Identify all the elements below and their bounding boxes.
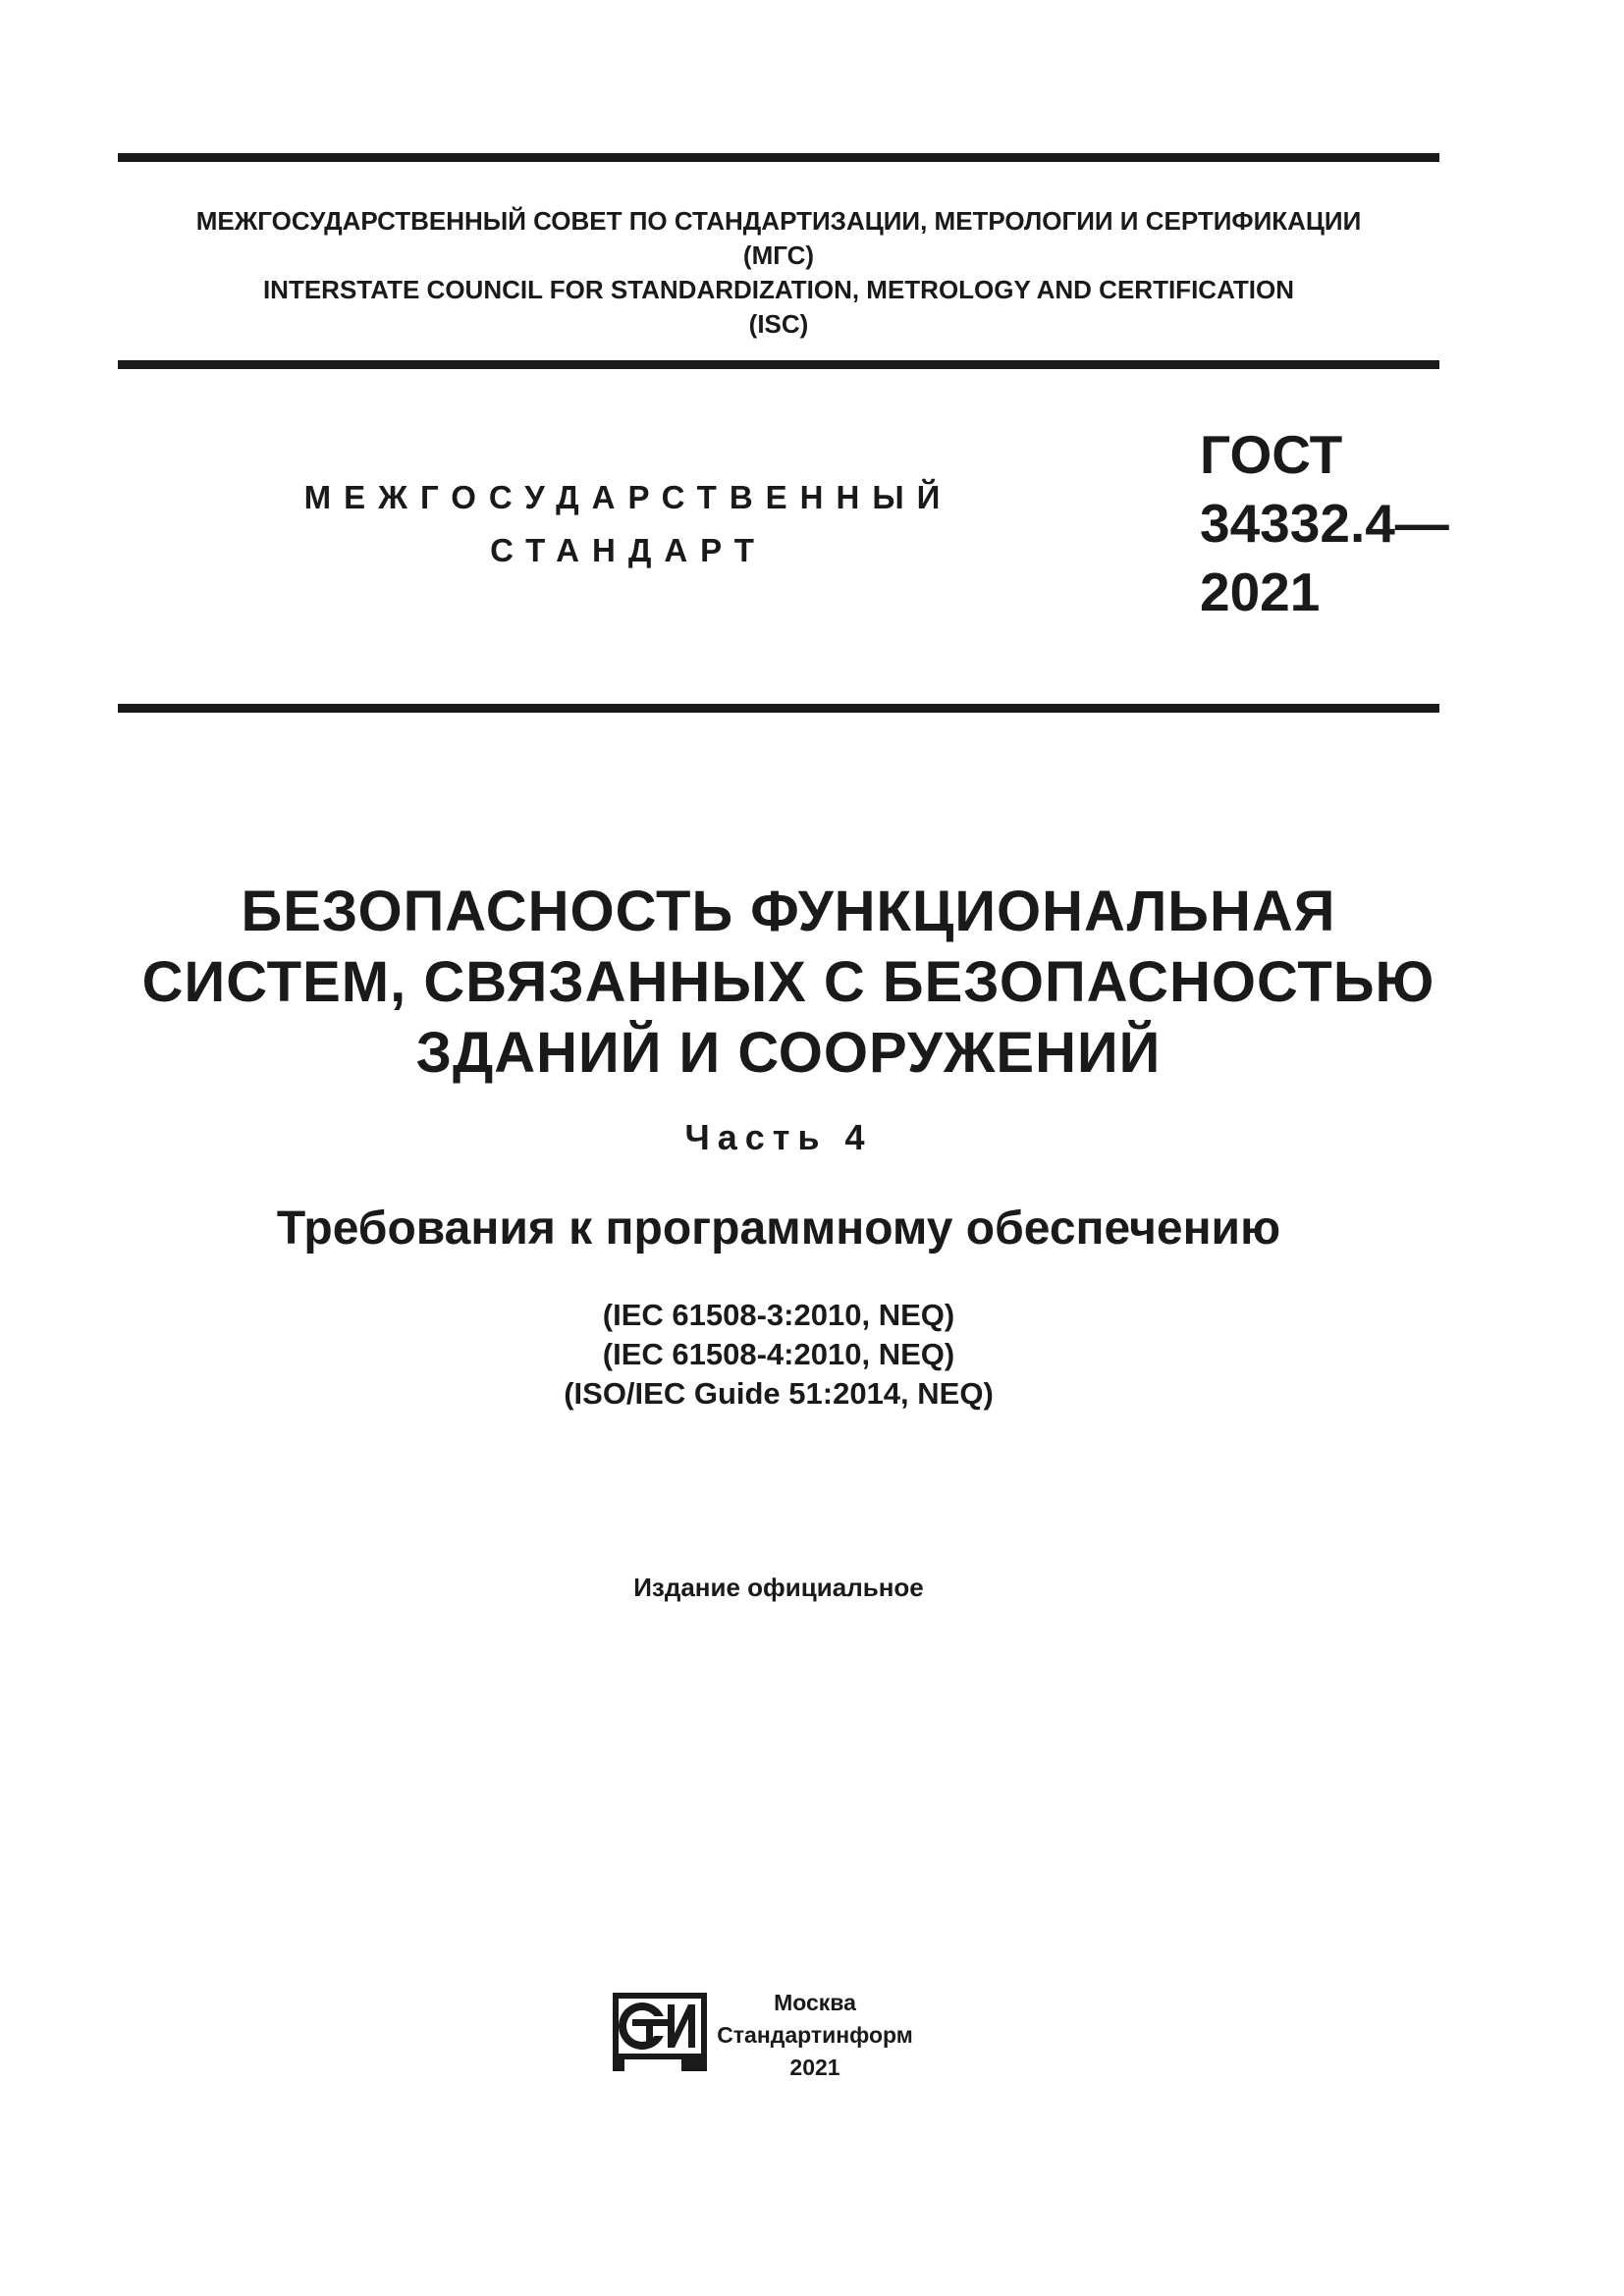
publisher-name: Стандартинформ (717, 2022, 913, 2048)
interstate-standard-line1: МЕЖГОСУДАРСТВЕННЫЙ (303, 479, 953, 515)
title-line2: СИСТЕМ, СВЯЗАННЫХ С БЕЗОПАСНОСТЬЮ (141, 950, 1435, 1014)
reference-standards (118, 1296, 1439, 1414)
document-subtitle: Требования к программному обеспечению (276, 1202, 1281, 1255)
publisher-info (717, 1987, 913, 2084)
council-name-en: INTERSTATE COUNCIL FOR STANDARDIZATION, METROLOGY AND CERTIFICATION (262, 275, 1295, 304)
reference-item: (IEC 61508-4:2010, NEQ) (602, 1337, 955, 1371)
reference-item: (ISO/IEC Guide 51:2014, NEQ) (564, 1376, 994, 1411)
designation-rule (118, 704, 1439, 713)
title-line3: ЗДАНИЙ И СООРУЖЕНИЙ (415, 1021, 1162, 1085)
council-header (118, 204, 1439, 342)
publisher-year: 2021 (789, 2055, 840, 2080)
reference-item: (IEC 61508-3:2010, NEQ) (602, 1298, 955, 1332)
council-abbr-en: (ISC) (748, 309, 809, 339)
document-title (79, 877, 1498, 1089)
council-abbr-ru: (МГС) (742, 240, 815, 270)
gost-year: 2021 (1200, 561, 1321, 622)
interstate-standard-label (245, 471, 1011, 577)
publisher-city: Москва (774, 1990, 856, 2015)
edition-note: Издание официальное (633, 1573, 924, 1602)
interstate-standard-line2: СТАНДАРТ (490, 532, 767, 568)
top-rule (118, 153, 1439, 162)
gost-designation (1200, 420, 1449, 626)
standartinform-logo-icon (613, 1993, 707, 2071)
header-rule (118, 360, 1439, 369)
council-name-ru: МЕЖГОСУДАРСТВЕННЫЙ СОВЕТ ПО СТАНДАРТИЗАЦИИ, МЕТРОЛОГИИ И СЕРТИФИКАЦИИ (195, 206, 1362, 236)
part-number: Часть 4 (684, 1117, 873, 1157)
title-line1: БЕЗОПАСНОСТЬ ФУНКЦИОНАЛЬНАЯ (241, 880, 1336, 943)
gost-prefix: ГОСТ (1200, 424, 1343, 485)
gost-number: 34332.4— (1200, 493, 1449, 554)
